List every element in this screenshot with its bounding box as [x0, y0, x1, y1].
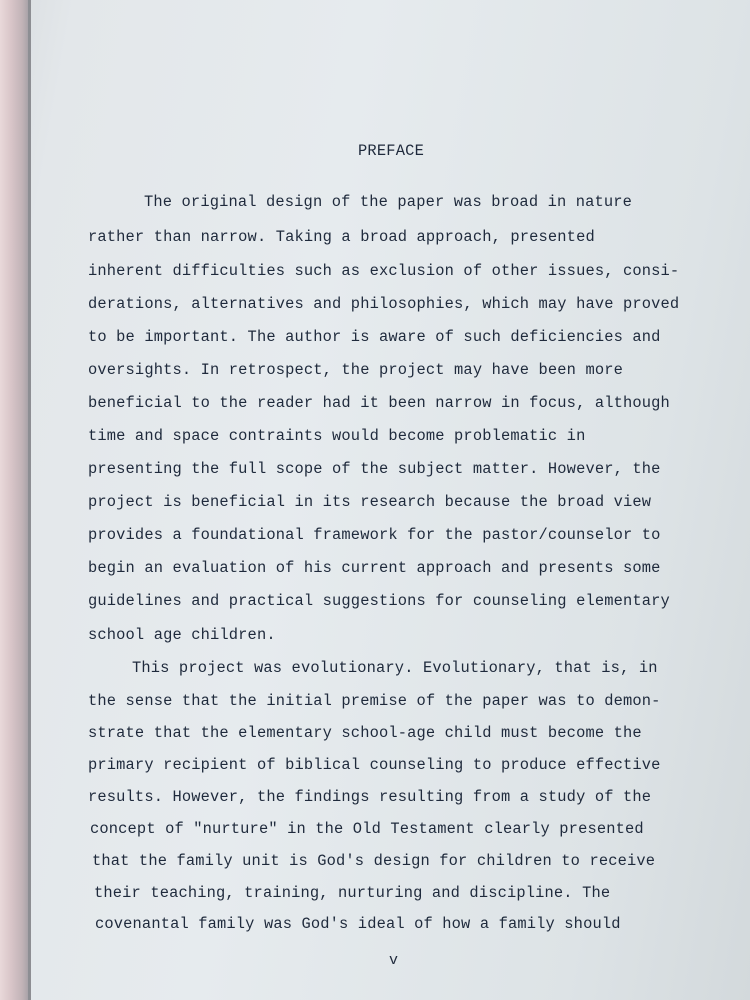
page-number: v — [389, 952, 399, 969]
text-line: The original design of the paper was broad in nature — [144, 193, 633, 211]
text-line: rather than narrow. Taking a broad approach, presented — [88, 228, 595, 246]
text-line: presenting the full scope of the subject matter. However, the — [88, 460, 661, 478]
text-line: concept of "nurture" in the Old Testament clearly presented — [90, 820, 644, 838]
text-line: that the family unit is God's design for children to receive — [92, 852, 656, 870]
text-line: to be important. The author is aware of such deficiencies and — [88, 328, 661, 346]
preface-heading: PREFACE — [358, 142, 425, 160]
text-line: inherent difficulties such as exclusion of other issues, consi- — [88, 262, 680, 280]
book-binding — [0, 0, 28, 1000]
text-line: This project was evolutionary. Evolutionary, that is, in — [132, 659, 658, 677]
text-line: time and space contraints would become problematic in — [88, 427, 586, 445]
text-line: beneficial to the reader had it been narrow in focus, although — [88, 394, 670, 412]
text-line: primary recipient of biblical counseling to produce effective — [88, 756, 661, 774]
text-line: covenantal family was God's ideal of how a family should — [95, 915, 621, 933]
text-line: school age children. — [88, 626, 276, 644]
text-line: the sense that the initial premise of the paper was to demon- — [88, 692, 661, 710]
text-line: results. However, the findings resulting from a study of the — [88, 788, 652, 806]
text-line: strate that the elementary school-age child must become the — [88, 724, 642, 742]
text-line: begin an evaluation of his current approach and presents some — [88, 559, 661, 577]
text-line: oversights. In retrospect, the project may have been more — [88, 361, 623, 379]
text-line: provides a foundational framework for the pastor/counselor to — [88, 526, 661, 544]
text-line: derations, alternatives and philosophies, which may have proved — [88, 295, 680, 313]
binding-edge — [28, 0, 31, 1000]
text-line: their teaching, training, nurturing and discipline. The — [94, 884, 611, 902]
text-line: project is beneficial in its research because the broad view — [88, 493, 652, 511]
text-line: guidelines and practical suggestions for counseling elementary — [88, 592, 670, 610]
